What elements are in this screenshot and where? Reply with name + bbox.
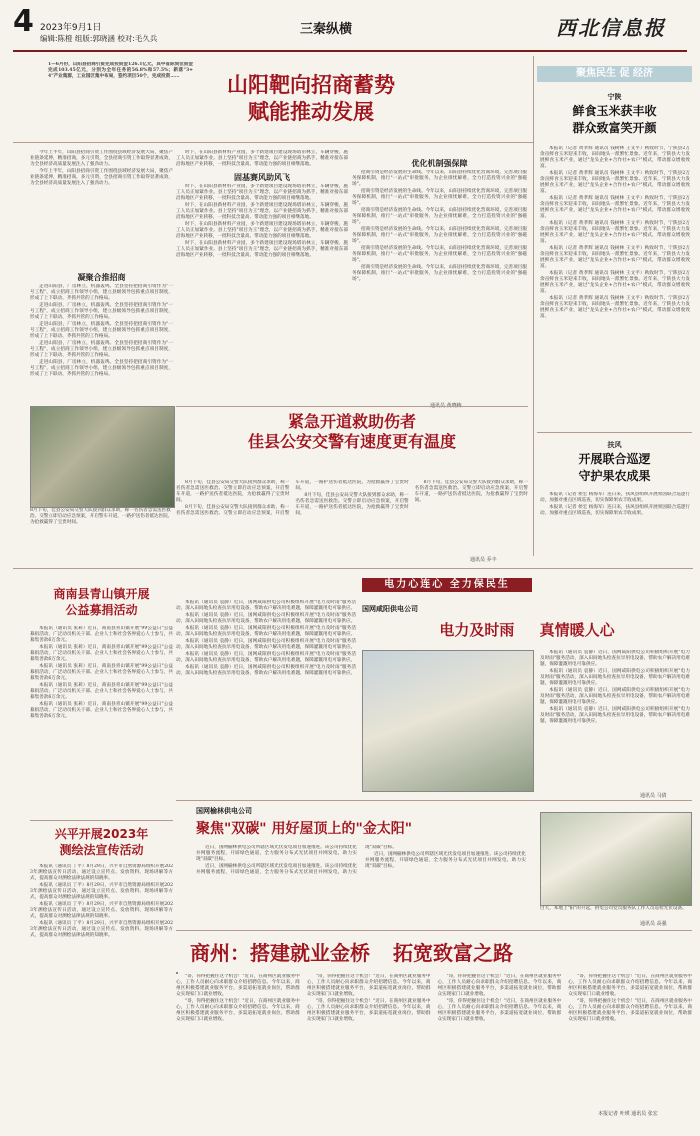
- header-rule: [13, 50, 687, 52]
- lead-intro: 1—6月份，山阳县招商引资完成投资金126.1亿元，其中省际到位资金完成103.45亿元，分别为全年任务的56.8%和57.5%；新落"3+4"产业集群，工业园区集中布局，签约项目50个，完成投资……: [48, 62, 193, 79]
- xingping-headline: 兴平开展2023年 测绘法宣传活动: [54, 827, 149, 857]
- shangzhou-byline: 本报记者 叶瑛 通讯员 张宏: [598, 1111, 658, 1117]
- shangzhou-body: "哥，你得把握住这个机会！"近日，在商州区就业服务中心，工作人员耐心向求职群众介绍招聘信息。今年以来，商州区积极搭建就业服务平台，多渠道拓宽就业岗位，帮助群众实现家门口就业增收。 "哥，你得把握住这个机会！"近日，在商州区就业服务中心，工作人员耐心向求职群众介绍招聘信息。今年以来，商州区积极搭建就业服务平台，多渠道拓宽就业岗位，帮助群众实现家门口就业增收。 "哥，你得把握住这个机会！"近日，在商州区就业服务中心，工作人员耐心向求职群众介绍招聘信息。今年以来，商州区积极搭建就业服务平台，多渠道拓宽就业岗位，帮助群众实现家门口就业增收。 "哥，你得把握住这个机会！"近日，在商州区就业服务中心，工作人员耐心向求职群众介绍招聘信息。今年以来，商州区积极搭建就业服务平台，多渠道拓宽就业岗位，帮助群众实现家门口就业增收。 "哥，你得把握住这个机会！"近日，在商州区就业服务中心，工作人员耐心向求职群众介绍招聘信息。今年以来，商州区积极搭建就业服务平台，多渠道拓宽就业岗位，帮助群众实现家门口就业增收。 "哥，你得把握住这个机会！"近日，在商州区就业服务中心，工作人员耐心向求职群众介绍招聘信息。今年以来，商州区积极搭建就业服务平台，多渠道拓宽就业岗位，帮助群众实现家门口就业增收。 "哥，你得把握住这个机会！"近日，在商州区就业服务中心，工作人员耐心向求职群众介绍招聘信息。今年以来，商州区积极搭建就业服务平台，多渠道拓宽就业岗位，帮助群众实现家门口就业增收。 "哥，你得把握住这个机会！"近日，在商州区就业服务中心，工作人员耐心向求职群众介绍招聘信息。今年以来，商州区积极搭建就业服务平台，多渠道拓宽就业岗位，帮助群众实现家门口就业增收。: [176, 974, 692, 1022]
- lead-sub3: 优化机制强保障: [411, 159, 468, 168]
- yulin-caption: 白天，本地上"阳"的升起，供电公司党员服务队工作人员巡检光伏设备。: [540, 906, 687, 911]
- column-divider: [533, 56, 534, 556]
- lead-body1: 走进山阳县，厂房林立，机器轰鸣。全县坚持把招商引资作为"一号工程"，成立招商工作领导小组，建立县级领导包抓重点项目制度，形成了上下联动、齐抓共管的工作格局。 走进山阳县，厂房林立，机器轰鸣。全县坚持把招商引资作为"一号工程"，成立招商工作领导小组，建立县级领导包抓重点项目制度，形成了上下联动、齐抓共管的工作格局。 走进山阳县，厂房林立，机器轰鸣。全县坚持把招商引资作为"一号工程"，成立招商工作领导小组，建立县级领导包抓重点项目制度，形成了上下联动、齐抓共管的工作格局。 走进山阳县，厂房林立，机器轰鸣。全县坚持把招商引资作为"一号工程"，成立招商工作领导小组，建立县级领导包抓重点项目制度，形成了上下联动、齐抓共管的工作格局。 走进山阳县，厂房林立，机器轰鸣。全县坚持把招商引资作为"一号工程"，成立招商工作领导小组，建立县级领导包抓重点项目制度，形成了上下联动、齐抓共管的工作格局。: [30, 284, 173, 377]
- page-number: 4: [13, 4, 34, 39]
- lead-body3: 招商引资是经济发展的生命线。今年以来，山阳县持续优化营商环境，完善项目服务保障机制，推行"一站式"审批服务，为企业排忧解难，全力打造投资兴业的"强磁场"。 招商引资是经济发展的生命线。今年以来，山阳县持续优化营商环境，完善项目服务保障机制，推行"一站式"审批服务，为企业排忧解难，全力打造投资兴业的"强磁场"。 招商引资是经济发展的生命线。今年以来，山阳县持续优化营商环境，完善项目服务保障机制，推行"一站式"审批服务，为企业排忧解难，全力打造投资兴业的"强磁场"。 招商引资是经济发展的生命线。今年以来，山阳县持续优化营商环境，完善项目服务保障机制，推行"一站式"审批服务，为企业排忧解难，全力打造投资兴业的"强磁场"。 招商引资是经济发展的生命线。今年以来，山阳县持续优化营商环境，完善项目服务保障机制，推行"一站式"审批服务，为企业排忧解难，全力打造投资兴业的"强磁场"。 招商引资是经济发展的生命线。今年以来，山阳县持续优化营商环境，完善项目服务保障机制，推行"一站式"审批服务，为企业排忧解难，全力打造投资兴业的"强磁场"。: [352, 170, 527, 282]
- yulin-headline: 聚焦"双碳" 用好屋顶上的"金太阳": [196, 821, 413, 837]
- power-org: 国网咸阳供电公司: [362, 605, 418, 613]
- yulin-org: 国网榆林供电公司: [196, 807, 252, 815]
- right-headline2: 开展联合巡逻 守护果农成果: [578, 452, 651, 483]
- divider: [13, 568, 693, 569]
- lead-col2-top: 时下，在山阳县新材料产业园，多个新建项目建设现场塔吊林立，车辆穿梭，施工人员正加紧作业。县上坚持"项目为王"理念，以产业链招商为抓手，精准对接东部沿海地区产业转移，一批科技含量高、带动能力强的项目相继落地。: [176, 150, 348, 167]
- right-headline: 鲜食玉米获丰收 群众致富笑开颜: [572, 104, 657, 135]
- shangnan-body: 本报讯（通讯员 张莉）近日，商南县青山镇开展"99公益日"公益募捐活动，广泛动员机关干部、企业人士和社会各界爱心人士参与，共募集善款6万余元。 本报讯（通讯员 张莉）近日，商南县青山镇开展"99公益日"公益募捐活动，广泛动员机关干部、企业人士和社会各界爱心人士参与，共募集善款6万余元。 本报讯（通讯员 张莉）近日，商南县青山镇开展"99公益日"公益募捐活动，广泛动员机关干部、企业人士和社会各界爱心人士参与，共募集善款6万余元。 本报讯（通讯员 张莉）近日，商南县青山镇开展"99公益日"公益募捐活动，广泛动员机关干部、企业人士和社会各界爱心人士参与，共募集善款6万余元。 本报讯（通讯员 张莉）近日，商南县青山镇开展"99公益日"公益募捐活动，广泛动员机关干部、企业人士和社会各界爱心人士参与，共募集善款6万余元。: [30, 626, 173, 719]
- issue-date: 2023年9月1日: [40, 23, 102, 33]
- county-label: 宁陕: [607, 93, 622, 101]
- divider: [176, 930, 692, 931]
- power-section-bar: 电力心连心 全力保民生: [362, 578, 532, 592]
- mid-body: 8月下旬，佳县公安局交警大队接到群众求助，称一名伤者急需送医救治。交警立即启动应急预案，开启警车开道，一路护送伤者抵达医院，为抢救赢得了宝贵时间。 8月下旬，佳县公安局交警大队接到群众求助，称一名伤者急需送医救治。交警立即启动应急预案，开启警车开道，一路护送伤者抵达医院，为抢救赢得了宝贵时间。 8月下旬，佳县公安局交警大队接到群众求助，称一名伤者急需送医救治。交警立即启动应急预案，开启警车开道，一路护送伤者抵达医院，为抢救赢得了宝贵时间。 8月下旬，佳县公安局交警大队接到群众求助，称一名伤者急需送医救治。交警立即启动应急预案，开启警车开道，一路护送伤者抵达医院，为抢救赢得了宝贵时间。: [176, 480, 528, 516]
- section-title: 三秦纵横: [300, 22, 353, 37]
- yulin-body: 近日，国网榆林供电公司所辖区域光伏发电项目加速推进。该公司持续优化并网服务流程，开辟绿色通道，全力服务分布式光伏项目并网发电，助力实现"双碳"目标。 近日，国网榆林供电公司所辖区域光伏发电项目加速推进。该公司持续优化并网服务流程，开辟绿色通道，全力服务分布式光伏项目并网发电，助力实现"双碳"目标。 近日，国网榆林供电公司所辖区域光伏发电项目加速推进。该公司持续优化并网服务流程，开辟绿色通道，全力服务分布式光伏项目并网发电，助力实现"双碳"目标。: [196, 845, 526, 875]
- power-left-body: 本报讯（通讯员 袁静）近日，国网咸阳供电公司积极组织开展"电力及时雨"服务活动，深入田间地头检查抗旱用电设备，帮助农户解决用电难题，保障灌溉用电可靠供应。 本报讯（通讯员 袁静）近日，国网咸阳供电公司积极组织开展"电力及时雨"服务活动，深入田间地头检查抗旱用电设备，帮助农户解决用电难题，保障灌溉用电可靠供应。 本报讯（通讯员 袁静）近日，国网咸阳供电公司积极组织开展"电力及时雨"服务活动，深入田间地头检查抗旱用电设备，帮助农户解决用电难题，保障灌溉用电可靠供应。 本报讯（通讯员 袁静）近日，国网咸阳供电公司积极组织开展"电力及时雨"服务活动，深入田间地头检查抗旱用电设备，帮助农户解决用电难题，保障灌溉用电可靠供应。 本报讯（通讯员 袁静）近日，国网咸阳供电公司积极组织开展"电力及时雨"服务活动，深入田间地头检查抗旱用电设备，帮助农户解决用电难题，保障灌溉用电可靠供应。 本报讯（通讯员 袁静）近日，国网咸阳供电公司积极组织开展"电力及时雨"服务活动，深入田间地头检查抗旱用电设备，帮助农户解决用电难题，保障灌溉用电可靠供应。: [176, 600, 356, 676]
- divider: [13, 142, 533, 143]
- section-banner: 聚焦民生 促 经济: [537, 66, 692, 82]
- yulin-byline: 通讯员 高强: [640, 921, 667, 927]
- divider: [176, 800, 692, 801]
- shangzhou-headline: 商州：搭建就业金桥 拓宽致富之路: [190, 941, 513, 965]
- divider: [30, 820, 173, 821]
- power-headline: 电力及时雨 真情暖人心: [439, 621, 615, 639]
- lead-sub2: 固基赛风助风飞: [234, 173, 290, 182]
- staff-credits: 编辑:陈橙 组版:郭晓涵 校对:毛久兵: [40, 34, 158, 43]
- yulin-photo: [540, 812, 692, 906]
- divider: [537, 432, 692, 433]
- lead-body2: 时下，在山阳县新材料产业园，多个新建项目建设现场塔吊林立，车辆穿梭，施工人员正加紧作业。县上坚持"项目为王"理念，以产业链招商为抓手，精准对接东部沿海地区产业转移，一批科技含量高、带动能力强的项目相继落地。 时下，在山阳县新材料产业园，多个新建项目建设现场塔吊林立，车辆穿梭，施工人员正加紧作业。县上坚持"项目为王"理念，以产业链招商为抓手，精准对接东部沿海地区产业转移，一批科技含量高、带动能力强的项目相继落地。 时下，在山阳县新材料产业园，多个新建项目建设现场塔吊林立，车辆穿梭，施工人员正加紧作业。县上坚持"项目为王"理念，以产业链招商为抓手，精准对接东部沿海地区产业转移，一批科技含量高、带动能力强的项目相继落地。 时下，在山阳县新材料产业园，多个新建项目建设现场塔吊林立，车辆穿梭，施工人员正加紧作业。县上坚持"项目为王"理念，以产业链招商为抓手，精准对接东部沿海地区产业转移，一批科技含量高、带动能力强的项目相继落地。: [176, 184, 348, 258]
- lead-sub1: 凝聚合推招商: [77, 273, 126, 282]
- shangnan-headline: 商南县青山镇开展 公益募捐活动: [53, 587, 150, 617]
- mid-headline: 紧急开道救助伤者 佳县公安交警有速度更有温度: [247, 412, 456, 451]
- photo-caption: 8月下旬，佳县公安局交警大队接到群众求助，称一名伤者急需送医救治。交警立即启动应急预案，开启警车开道，一路护送伤者抵达医院，为抢救赢得了宝贵时间。: [30, 508, 173, 524]
- county2-label: 扶风: [607, 441, 622, 449]
- divider: [176, 406, 528, 407]
- lead-intro-body: 今年上半年，山阳县招商引资工作围绕县域经济发展大局，聚焦产业链条延伸，精准招商，多元引资，全县招商引资工作取得显著成效，为全县经济高质量发展注入了强劲动力。 今年上半年，山阳县招商引资工作围绕县域经济发展大局，聚焦产业链条延伸，精准招商，多元引资，全县招商引资工作取得显著成效，为全县经济高质量发展注入了强劲动力。: [30, 150, 173, 186]
- xingping-body: 本报讯（通讯员 丁平）8月29日，兴平市自然资源局组织开展2023年测绘法宣传日活动，通过设立宣传点、发放资料、现场讲解等方式，提高群众对测绘法律法规的知晓率。 本报讯（通讯员 丁平）8月29日，兴平市自然资源局组织开展2023年测绘法宣传日活动，通过设立宣传点、发放资料、现场讲解等方式，提高群众对测绘法律法规的知晓率。 本报讯（通讯员 丁平）8月29日，兴平市自然资源局组织开展2023年测绘法宣传日活动，通过设立宣传点、发放资料、现场讲解等方式，提高群众对测绘法律法规的知晓率。 本报讯（通讯员 丁平）8月29日，兴平市自然资源局组织开展2023年测绘法宣传日活动，通过设立宣传点、发放资料、现场讲解等方式，提高群众对测绘法律法规的知晓率。: [30, 864, 173, 938]
- lead-headline: 山阳靶向招商蓄势 赋能推动发展: [227, 73, 395, 124]
- power-right-body: 本报讯（通讯员 袁静）近日，国网咸阳供电公司积极组织开展"电力及时雨"服务活动，深入田间地头检查抗旱用电设备，帮助农户解决用电难题，保障灌溉用电可靠供应。 本报讯（通讯员 袁静）近日，国网咸阳供电公司积极组织开展"电力及时雨"服务活动，深入田间地头检查抗旱用电设备，帮助农户解决用电难题，保障灌溉用电可靠供应。 本报讯（通讯员 袁静）近日，国网咸阳供电公司积极组织开展"电力及时雨"服务活动，深入田间地头检查抗旱用电设备，帮助农户解决用电难题，保障灌溉用电可靠供应。 本报讯（通讯员 袁静）近日，国网咸阳供电公司积极组织开展"电力及时雨"服务活动，深入田间地头检查抗旱用电设备，帮助农户解决用电难题，保障灌溉用电可靠供应。: [540, 650, 690, 724]
- news-photo: [30, 406, 175, 508]
- right-body: 本报讯（记者 黄孝辉 通讯员 钱树林 王文平）秋收时节，宁陕县2万余亩鲜食玉米迎来丰收，田间地头一派繁忙景象。近年来，宁陕县大力发展鲜食玉米产业，通过"龙头企业+合作社+农户"模式，带动群众增收致富。 本报讯（记者 黄孝辉 通讯员 钱树林 王文平）秋收时节，宁陕县2万余亩鲜食玉米迎来丰收，田间地头一派繁忙景象。近年来，宁陕县大力发展鲜食玉米产业，通过"龙头企业+合作社+农户"模式，带动群众增收致富。 本报讯（记者 黄孝辉 通讯员 钱树林 王文平）秋收时节，宁陕县2万余亩鲜食玉米迎来丰收，田间地头一派繁忙景象。近年来，宁陕县大力发展鲜食玉米产业，通过"龙头企业+合作社+农户"模式，带动群众增收致富。 本报讯（记者 黄孝辉 通讯员 钱树林 王文平）秋收时节，宁陕县2万余亩鲜食玉米迎来丰收，田间地头一派繁忙景象。近年来，宁陕县大力发展鲜食玉米产业，通过"龙头企业+合作社+农户"模式，带动群众增收致富。 本报讯（记者 黄孝辉 通讯员 钱树林 王文平）秋收时节，宁陕县2万余亩鲜食玉米迎来丰收，田间地头一派繁忙景象。近年来，宁陕县大力发展鲜食玉米产业，通过"龙头企业+合作社+农户"模式，带动群众增收致富。 本报讯（记者 黄孝辉 通讯员 钱树林 王文平）秋收时节，宁陕县2万余亩鲜食玉米迎来丰收，田间地头一派繁忙景象。近年来，宁陕县大力发展鲜食玉米产业，通过"龙头企业+合作社+农户"模式，带动群众增收致富。 本报讯（记者 黄孝辉 通讯员 钱树林 王文平）秋收时节，宁陕县2万余亩鲜食玉米迎来丰收，田间地头一派繁忙景象。近年来，宁陕县大力发展鲜食玉米产业，通过"龙头企业+合作社+农户"模式，带动群众增收致富。: [540, 146, 690, 319]
- right-body2: 本报讯（记者 侯宏 杨海军）连日来，扶风县组织开展果园联合巡逻行动，加强对重点区域巡查，切实保障果农丰收成果。 本报讯（记者 侯宏 杨海军）连日来，扶风县组织开展果园联合巡逻行动，加强对重点区域巡查，切实保障果农丰收成果。: [540, 492, 690, 516]
- newspaper-logo: 西北信息报: [556, 16, 666, 40]
- power-byline: 通讯员 马倩: [640, 793, 667, 799]
- mid-byline: 通讯员 乔丰: [470, 557, 497, 563]
- power-photo: [362, 650, 534, 792]
